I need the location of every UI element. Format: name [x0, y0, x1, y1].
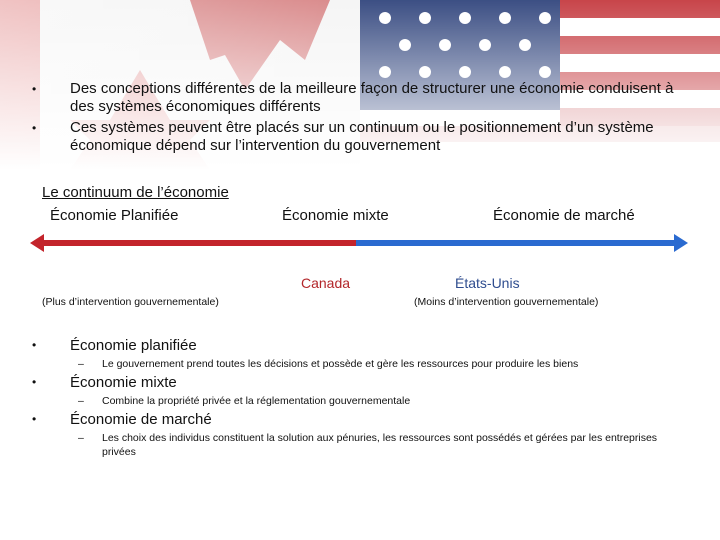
label-market-economy: Économie de marché [493, 207, 635, 224]
label-planned-economy: Économie Planifiée [50, 207, 179, 224]
list-item [28, 336, 688, 355]
bullet-marker: • [32, 412, 37, 426]
list-subitem [28, 357, 688, 371]
economy-types-list [28, 336, 688, 461]
list-item [28, 410, 688, 429]
list-subitem-text: Le gouvernement prend toutes les décisions et possède et gère les ressources pour produire les biens [102, 358, 579, 370]
note-less-intervention: (Moins d’intervention gouvernementale) [414, 296, 599, 308]
note-more-intervention: (Plus d’intervention gouvernementale) [42, 296, 219, 308]
continuum-title: Le continuum de l’économie [42, 184, 229, 201]
arrow-shaft-red [40, 240, 356, 246]
label-canada: Canada [301, 275, 351, 291]
arrow-head-right [674, 234, 688, 252]
intro-bullet-text: Des conceptions différentes de la meilleure façon de structurer une économie conduisent à des systèmes économiques différents [70, 80, 674, 115]
dash-marker: – [78, 358, 84, 370]
dash-marker: – [78, 395, 84, 407]
intro-bullet [28, 119, 688, 155]
list-subitem-text: Les choix des individus constituent la solution aux pénuries, les ressources sont possédés et gérées par les entreprises privées [102, 432, 658, 458]
list-subitem-text: Combine la propriété privée et la réglementation gouvernementale [102, 395, 411, 407]
list-item-title: Économie planifiée [70, 337, 197, 354]
label-usa: États-Unis [455, 275, 520, 291]
arrow-shaft-blue [356, 240, 678, 246]
intro-bullets [28, 80, 688, 158]
list-subitem [28, 431, 688, 459]
list-item [28, 373, 688, 392]
continuum-arrow [30, 231, 690, 255]
list-item-title: Économie de marché [70, 411, 212, 428]
intro-bullet [28, 80, 688, 116]
bullet-marker: • [32, 121, 37, 135]
list-item-title: Économie mixte [70, 374, 177, 391]
arrow-head-left [30, 234, 44, 252]
dash-marker: – [78, 432, 84, 444]
bullet-marker: • [32, 338, 37, 352]
label-mixed-economy: Économie mixte [282, 207, 389, 224]
intro-bullet-text: Ces systèmes peuvent être placés sur un continuum ou le positionnement d’un système économique dépend sur l’intervention du gouvernement [70, 119, 654, 154]
bullet-marker: • [32, 82, 37, 96]
list-subitem [28, 394, 688, 408]
bullet-marker: • [32, 375, 37, 389]
